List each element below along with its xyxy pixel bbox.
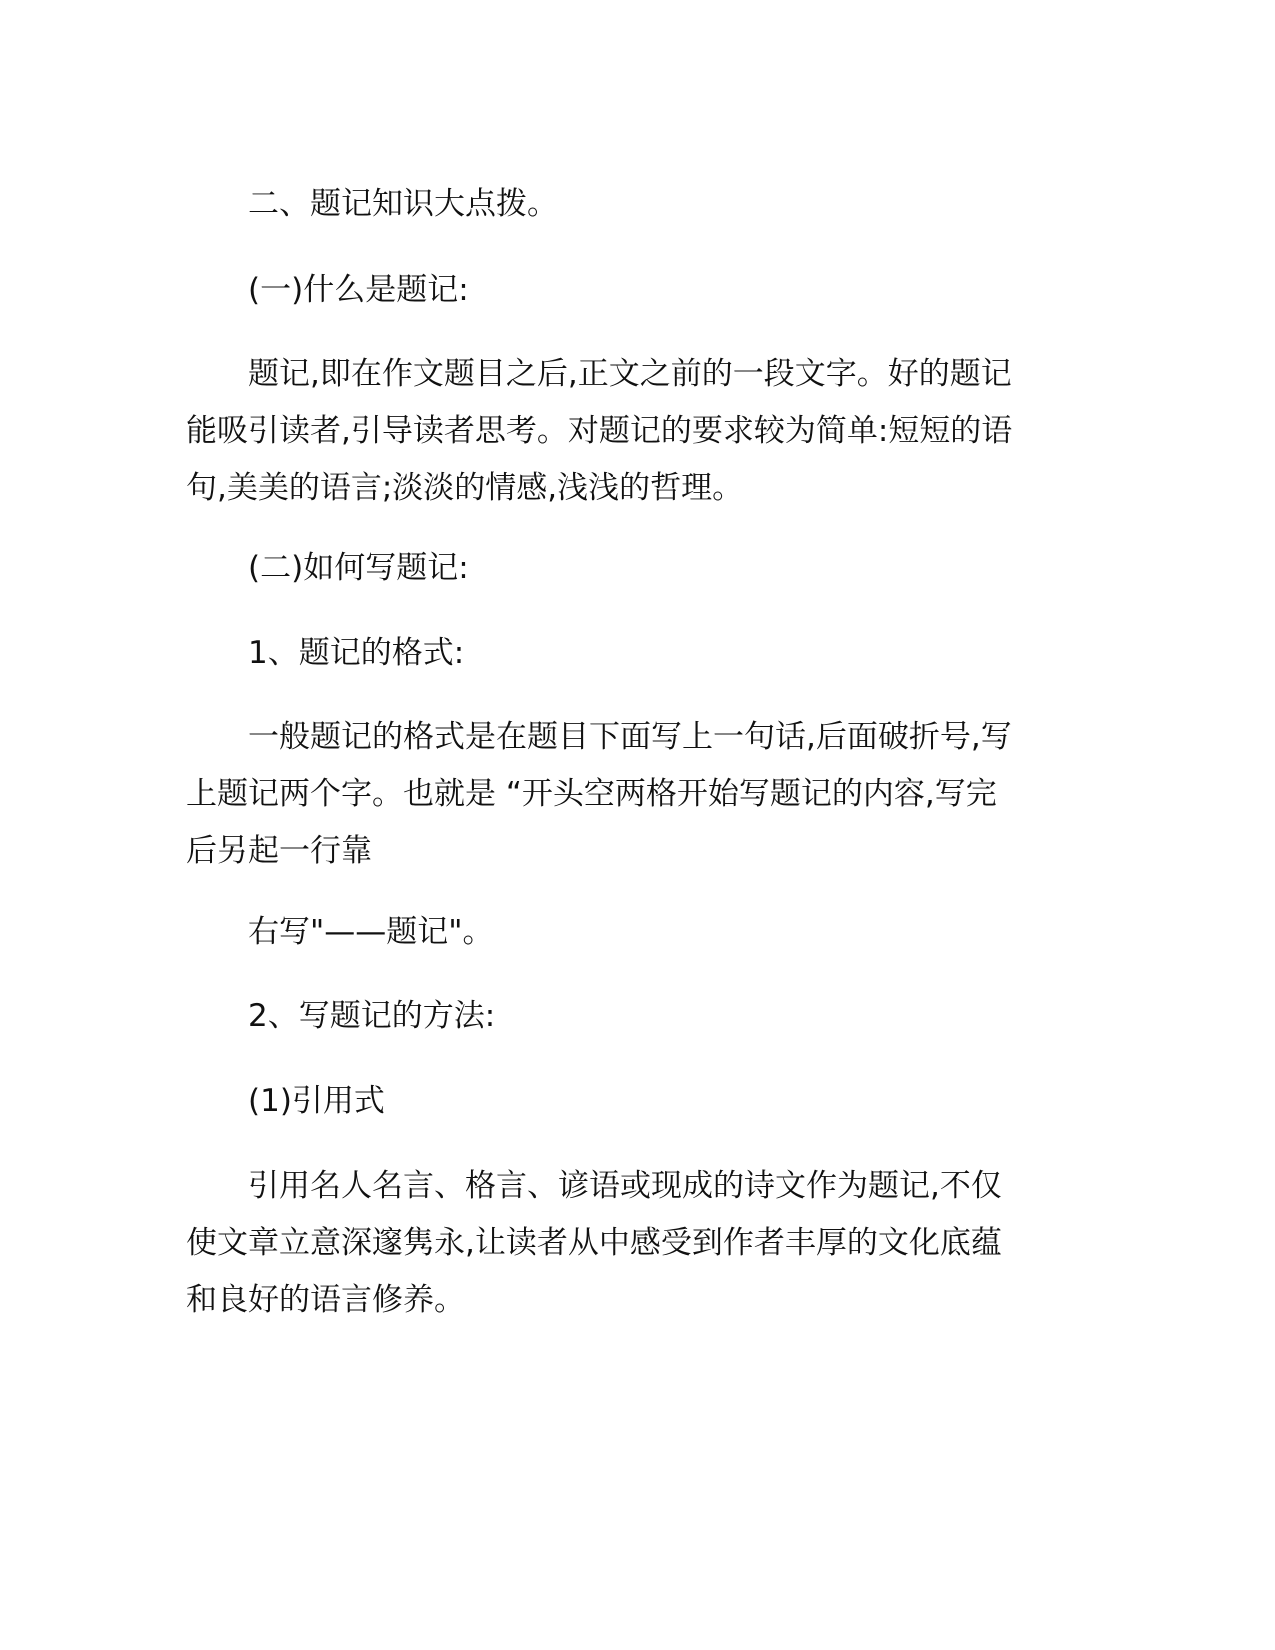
text-line: 句,美美的语言;淡淡的情感,浅浅的哲理。: [186, 470, 744, 506]
section-heading: [186, 176, 1066, 233]
text-line: 题记,即在作文题目之后,正文之前的一段文字。好的题记: [248, 356, 1012, 392]
text-line: 上题记两个字。也就是 “开头空两格开始写题记的内容,写完: [186, 776, 997, 812]
paragraph-quotation: [186, 1158, 1066, 1329]
text-line: 能吸引读者,引导读者思考。对题记的要求较为简单:短短的语: [186, 413, 1013, 449]
item-heading-format: [186, 625, 1066, 682]
text-line: 二、题记知识大点拨。: [248, 186, 558, 222]
text-line: (二)如何写题记:: [248, 550, 469, 586]
text-line: 后另起一行靠: [186, 833, 372, 869]
text-line: 1、题记的格式:: [248, 635, 465, 671]
text-line: 一般题记的格式是在题目下面写上一句话,后面破折号,写: [248, 719, 1012, 755]
text-line: 和良好的语言修养。: [186, 1282, 465, 1318]
subsection-heading-what: [186, 262, 1066, 319]
text-line: 引用名人名言、格言、谚语或现成的诗文作为题记,不仅: [248, 1168, 1002, 1204]
subsection-heading-how: [186, 540, 1066, 597]
text-line: 使文章立意深邃隽永,让读者从中感受到作者丰厚的文化底蕴: [186, 1225, 1002, 1261]
paragraph-format-continued: [186, 904, 1066, 961]
paragraph-format: [186, 709, 1066, 880]
item-heading-methods: [186, 988, 1066, 1045]
text-line: (1)引用式: [248, 1083, 385, 1119]
text-line: (一)什么是题记:: [248, 272, 469, 308]
text-line: 2、写题记的方法:: [248, 998, 496, 1034]
paragraph-definition: [186, 346, 1066, 517]
text-line: 右写"——题记"。: [248, 914, 494, 950]
method-heading-quotation: [186, 1073, 1066, 1130]
